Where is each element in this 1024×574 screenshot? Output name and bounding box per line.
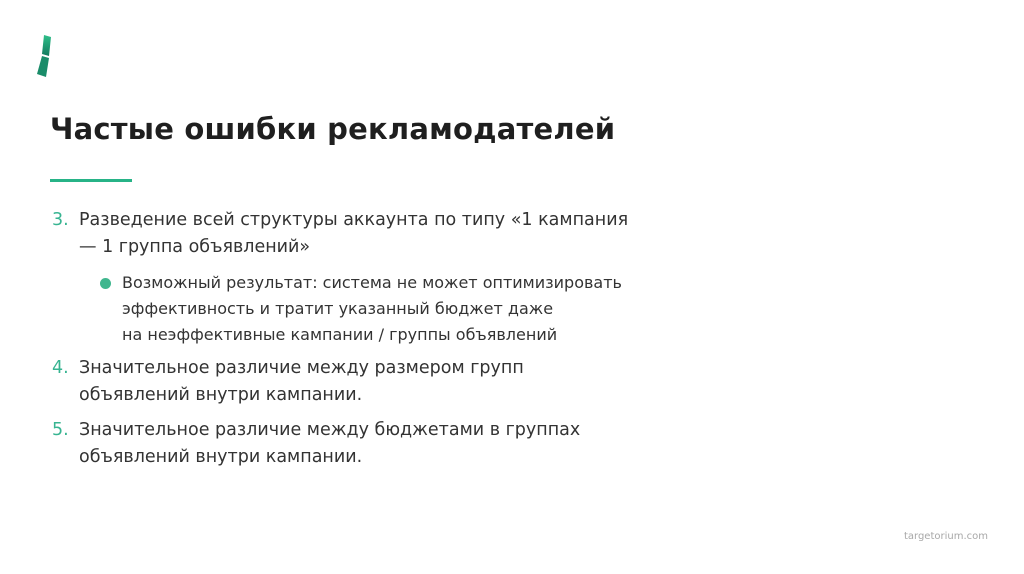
list-item (50, 417, 750, 471)
title-underline (50, 179, 132, 182)
footer-website: targetorium.com (903, 531, 988, 542)
list-item (50, 207, 750, 348)
mistakes-list (50, 207, 750, 471)
sub-bullet (79, 270, 750, 348)
item-text-line: Разведение всей структуры аккаунта по типу «1 кампания (79, 210, 629, 230)
sub-text-line: Возможный результат: система не может оптимизировать (122, 273, 622, 292)
sub-text-line: на неэффективные кампании / группы объявлений (122, 325, 558, 344)
page-title: Частые ошибки рекламодателей (50, 112, 616, 146)
item-text-line: объявлений внутри кампании. (79, 447, 363, 467)
item-text-line: — 1 группа объявлений» (79, 237, 311, 257)
item-text-line: объявлений внутри кампании. (79, 385, 363, 405)
item-number: 4. (52, 358, 69, 378)
item-number: 3. (52, 210, 69, 230)
item-text-line: Значительное различие между бюджетами в группах (79, 420, 581, 440)
item-number: 5. (52, 420, 69, 440)
item-text-line: Значительное различие между размером групп (79, 358, 524, 378)
sub-text-line: эффективность и тратит указанный бюджет даже (122, 299, 554, 318)
list-item (50, 355, 750, 409)
logo-icon (34, 34, 54, 78)
bullet-dot-icon (100, 278, 111, 289)
